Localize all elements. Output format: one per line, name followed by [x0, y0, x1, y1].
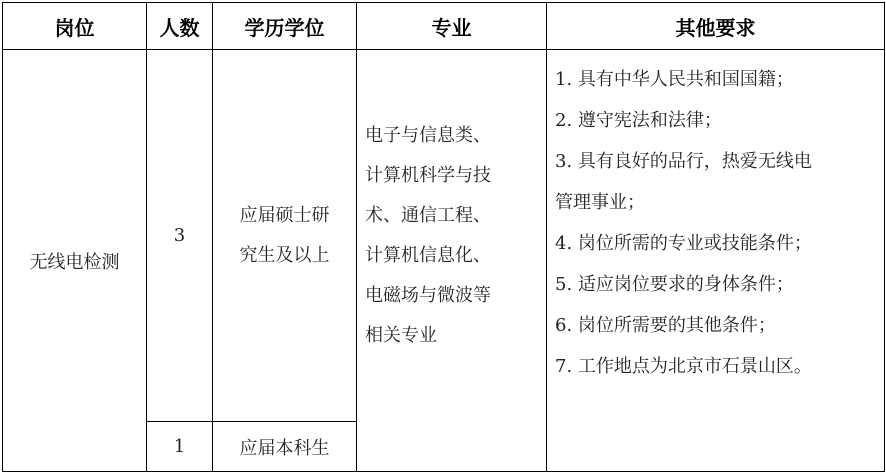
table-row	[3, 50, 885, 422]
recruitment-table	[2, 2, 885, 472]
education-cell	[213, 50, 357, 422]
education-cell: 应届本科生	[213, 422, 357, 472]
major-line: 计算机信息化、	[365, 244, 491, 266]
major-line: 电子与信息类、	[365, 124, 491, 146]
header-education: 学历学位	[213, 3, 357, 50]
requirements-cell	[547, 50, 885, 472]
major-line: 电磁场与微波等	[365, 284, 491, 306]
header-requirements: 其他要求	[547, 3, 885, 50]
requirement-item: 3. 具有良好的品行，热爱无线电	[555, 151, 812, 172]
major-line: 计算机科学与技	[365, 164, 491, 186]
requirement-item: 2. 遵守宪法和法律；	[555, 110, 722, 131]
requirement-item: 6. 岗位所需要的其他条件；	[555, 315, 776, 336]
requirement-item: 1. 具有中华人民共和国国籍；	[555, 69, 794, 90]
header-count: 人数	[147, 3, 213, 50]
position-cell: 无线电检测	[3, 50, 147, 472]
header-major: 专业	[357, 3, 547, 50]
major-cell	[357, 50, 547, 472]
major-line: 术、通信工程、	[365, 204, 491, 226]
count-cell: 1	[147, 422, 213, 472]
header-position: 岗位	[3, 3, 147, 50]
major-line: 相关专业	[365, 324, 437, 346]
education-line: 应届硕士研	[239, 204, 330, 226]
requirement-item: 7. 工作地点为北京市石景山区。	[555, 356, 812, 377]
requirement-item: 5. 适应岗位要求的身体条件；	[555, 274, 794, 295]
education-line: 究生及以上	[239, 244, 330, 266]
header-row	[3, 3, 885, 50]
count-cell: 3	[147, 50, 213, 422]
requirement-item: 管理事业；	[555, 192, 645, 213]
requirement-item: 4. 岗位所需的专业或技能条件；	[555, 233, 812, 254]
